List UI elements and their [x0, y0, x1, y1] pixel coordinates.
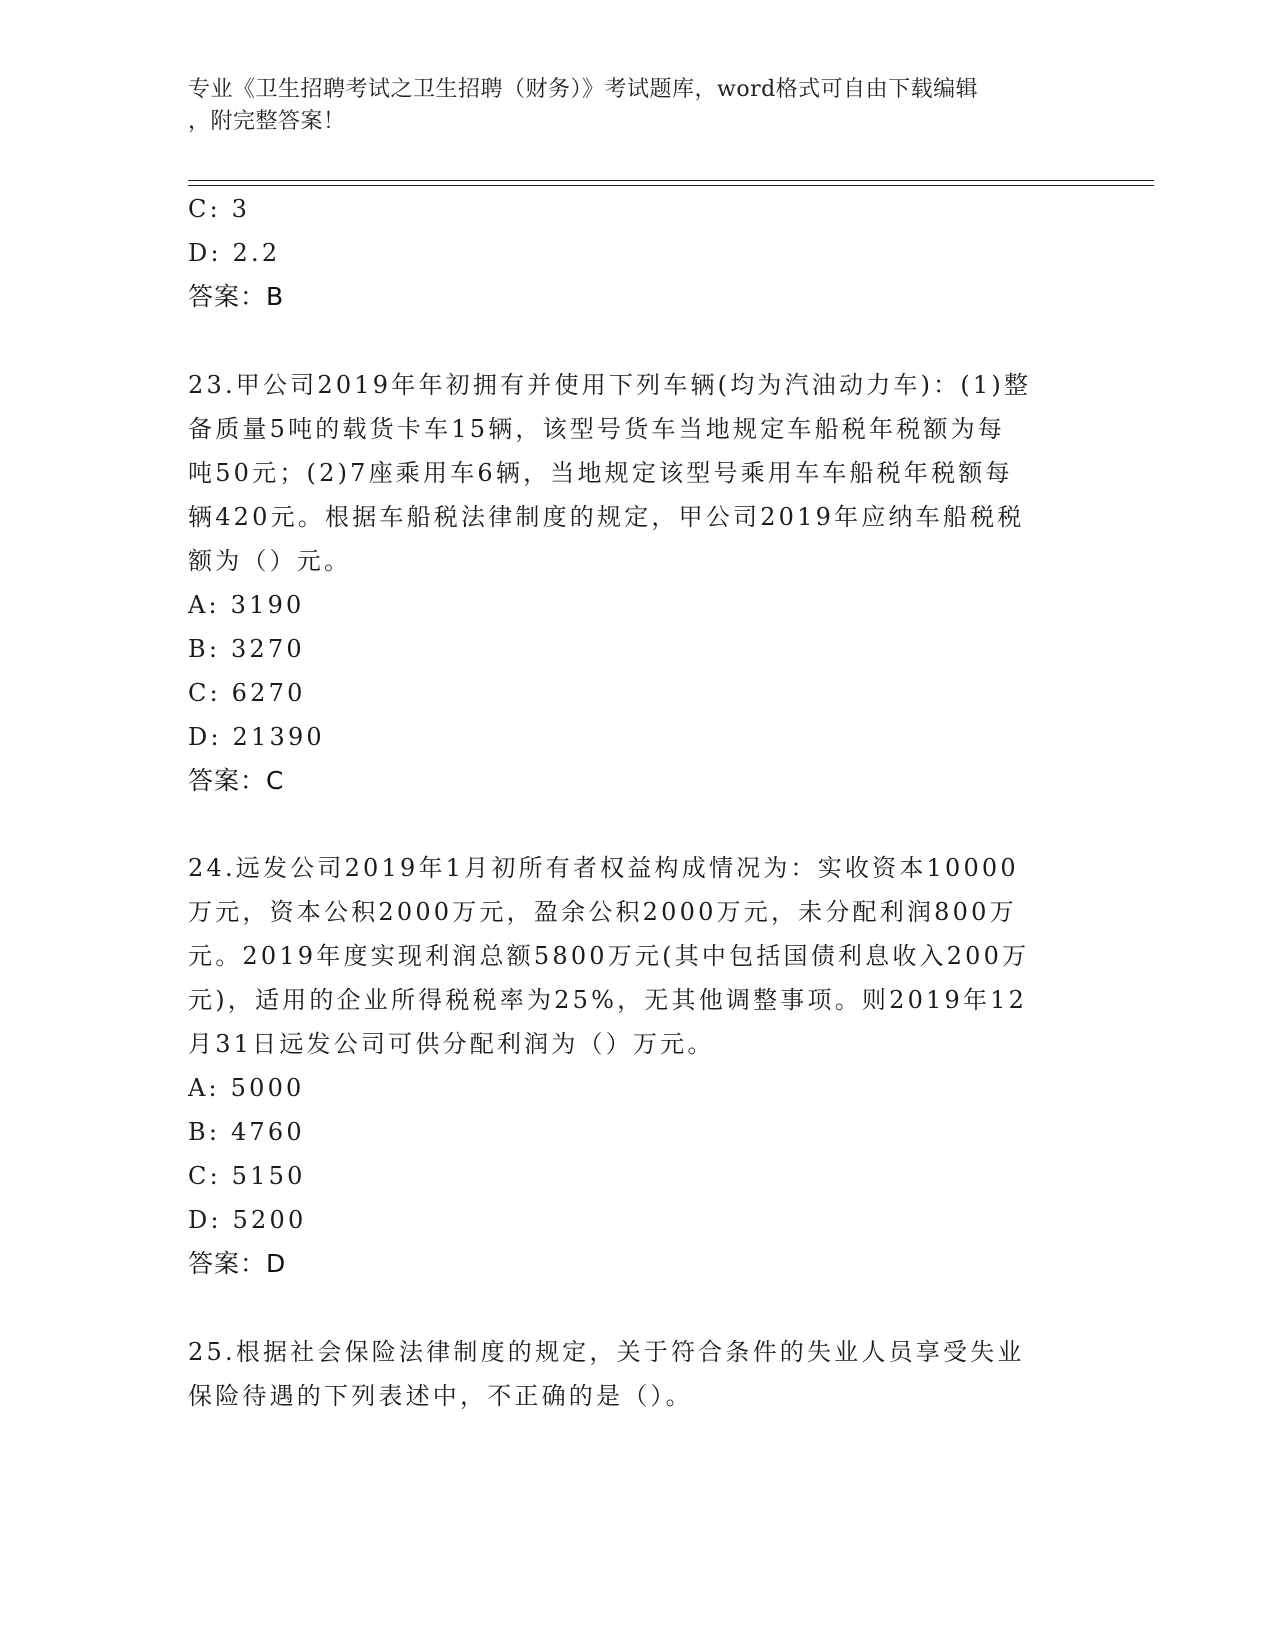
q25-text-line-1: 25.根据社会保险法律制度的规定，关于符合条件的失业人员享受失业 [188, 1338, 1025, 1366]
q23-answer: 答案：C [188, 766, 285, 795]
q25-text-line-2: 保险待遇的下列表述中，不正确的是（）。 [188, 1382, 693, 1410]
q24-text-line-5: 月31日远发公司可供分配利润为（）万元。 [188, 1030, 715, 1058]
q23-text-line-3: 吨50元；(2)7座乘用车6辆，当地规定该型号乘用车车船税年税额每 [188, 459, 1013, 487]
header-divider-top [188, 180, 1154, 181]
header-title-line-1: 专业《卫生招聘考试之卫生招聘（财务）》考试题库，word格式可自由下载编辑 [188, 77, 979, 102]
q24-option-d: D: 5200 [188, 1206, 307, 1234]
q23-text-line-2: 备质量5吨的载货卡车15辆，该型号货车当地规定车船税年税额为每 [188, 415, 1006, 443]
q24-text-line-2: 万元，资本公积2000万元，盈余公积2000万元，未分配利润800万 [188, 898, 1017, 926]
q24-option-a: A: 5000 [188, 1074, 305, 1102]
q23-option-d: D: 21390 [188, 723, 325, 751]
q24-text-line-1: 24.远发公司2019年1月初所有者权益构成情况为：实收资本10000 [188, 854, 1019, 882]
q24-option-c: C: 5150 [188, 1162, 306, 1190]
prev-answer: 答案：B [188, 282, 285, 311]
q24-option-b: B: 4760 [188, 1118, 305, 1146]
q23-text-line-4: 辆420元。根据车船税法律制度的规定，甲公司2019年应纳车船税税 [188, 503, 1025, 531]
q23-option-b: B: 3270 [188, 635, 305, 663]
header-title-line-2: ，附完整答案！ [188, 109, 346, 134]
q24-answer: 答案：D [188, 1249, 287, 1278]
q23-option-a: A: 3190 [188, 591, 305, 619]
q24-text-line-4: 元)，适用的企业所得税税率为25%，无其他调整事项。则2019年12 [188, 986, 1028, 1014]
prev-option-c: C: 3 [188, 195, 251, 223]
q24-text-line-3: 元。2019年度实现利润总额5800万元(其中包括国债利息收入200万 [188, 942, 1030, 970]
q23-text-line-5: 额为（）元。 [188, 547, 352, 575]
header-divider-bottom [188, 185, 1154, 186]
prev-option-d: D: 2.2 [188, 239, 281, 267]
q23-option-c: C: 6270 [188, 679, 306, 707]
document-header [188, 74, 1078, 138]
q23-text-line-1: 23.甲公司2019年年初拥有并使用下列车辆(均为汽油动力车)：(1)整 [188, 371, 1032, 399]
